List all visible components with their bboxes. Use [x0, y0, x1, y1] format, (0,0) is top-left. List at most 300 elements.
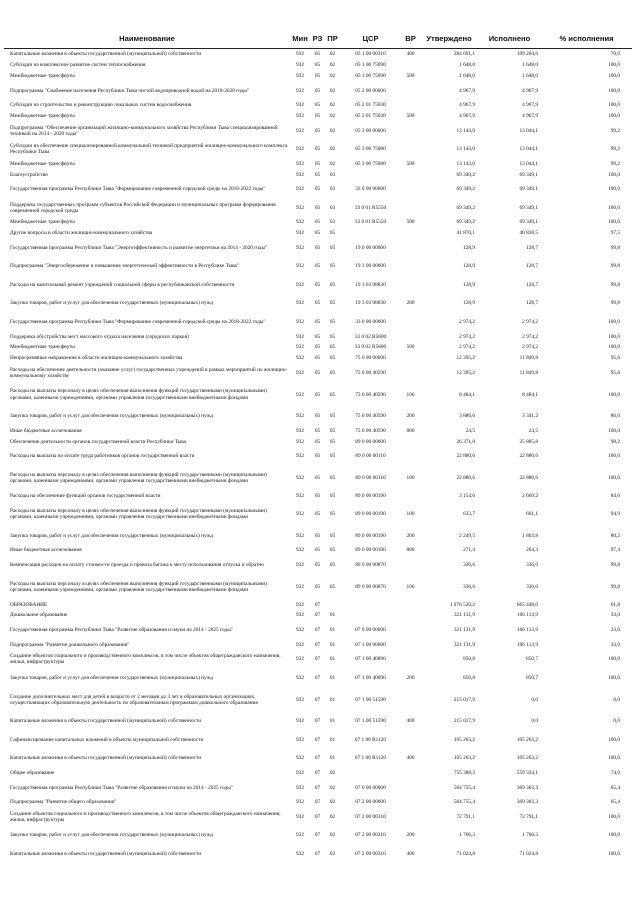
cell-name: Дошкольное образование	[10, 612, 68, 619]
cell-name: Межбюджетные трансферты	[10, 344, 75, 351]
cell-vr: 200	[406, 832, 415, 839]
cell-min: 932	[296, 355, 304, 362]
cell-pr: 05	[329, 344, 336, 351]
cell-percent: 100,0	[608, 204, 620, 211]
cell-rz: 05	[314, 219, 321, 226]
table-row	[4, 353, 632, 364]
cell-vr: 500	[406, 344, 415, 351]
header-pr: ПР	[325, 29, 340, 49]
cell-approved: 284 691,1	[453, 51, 475, 58]
cell-min: 932	[296, 146, 304, 153]
cell-approved: 12 395,2	[456, 355, 475, 362]
cell-executed: 1 766,3	[522, 832, 538, 839]
cell-approved: 13 143,0	[456, 127, 475, 134]
cell-name: Создание объектов социального и производственного комплексов, в том числе объектов общегражданского назначения, жилья, инфраструктуры	[10, 653, 281, 666]
header-rz: РЗ	[310, 29, 325, 49]
cell-percent: 97,5	[610, 230, 620, 237]
table-row	[4, 669, 632, 688]
cell-approved: 4 967,9	[459, 102, 475, 109]
table-row	[4, 342, 632, 353]
header-percent: % исполнения	[541, 29, 632, 49]
cell-csr: 07 2 00 00310	[355, 850, 386, 857]
cell-csr: 07 1 00 40090	[355, 656, 386, 663]
cell-min: 932	[296, 784, 304, 791]
cell-vr: 800	[406, 427, 415, 434]
cell-min: 932	[296, 755, 304, 762]
cell-executed: 559 334,1	[516, 769, 538, 776]
cell-approved: 71 024,8	[456, 850, 475, 857]
cell-pr: 02	[329, 146, 336, 153]
cell-rz: 05	[314, 583, 321, 590]
cell-pr: 05	[329, 281, 336, 288]
header-approved: Утверждено	[420, 29, 478, 49]
cell-min: 932	[296, 113, 304, 120]
cell-approved: 8 484,1	[459, 391, 475, 398]
cell-executed: 105 263,2	[516, 736, 538, 743]
cell-rz: 07	[314, 656, 321, 663]
cell-executed: 0,0	[531, 718, 538, 725]
cell-rz: 05	[314, 344, 321, 351]
cell-csr: 05 2 01 75030	[355, 113, 386, 120]
cell-csr: 07 1 00 R1120	[354, 736, 387, 743]
cell-rz: 05	[314, 230, 321, 237]
table-row	[4, 180, 632, 199]
cell-csr: 05 1 00 75090	[355, 72, 386, 79]
cell-min: 932	[296, 51, 304, 58]
cell-min: 932	[296, 263, 304, 270]
cell-approved: 2 974,2	[459, 333, 475, 340]
header-executed: Исполнено	[478, 29, 541, 49]
cell-name: Расходы на обеспечение функций органов государственной власти	[10, 493, 161, 499]
cell-name: Иные бюджетные ассигнования	[10, 547, 82, 554]
cell-approved: 1 766,3	[459, 832, 475, 839]
cell-csr: 19 3 03 08830	[355, 300, 386, 307]
cell-vr: 100	[406, 475, 415, 482]
cell-name: Государственная программа Республики Тыва "Формирование современной городской среды на 2018-2022 годы"	[10, 186, 266, 193]
cell-rz: 05	[314, 160, 321, 167]
cell-csr: 07 0 00 00000	[355, 784, 386, 791]
cell-percent: 100,0	[608, 62, 620, 69]
cell-vr: 500	[406, 113, 415, 120]
cell-csr: 75 0 00 40590	[355, 369, 386, 376]
cell-csr: 75 0 00 40590	[355, 427, 386, 434]
cell-rz: 05	[314, 391, 321, 398]
table-row	[4, 60, 632, 71]
cell-vr	[401, 808, 420, 827]
cell-percent: 100,0	[608, 102, 620, 109]
cell-name: Поддержка обустройства мест массового отдыха населения (городских парков)	[10, 333, 189, 340]
table-row	[4, 436, 632, 447]
cell-rz: 07	[314, 799, 321, 806]
cell-min: 932	[296, 583, 304, 590]
cell-name: Капитальные вложения в объекты государственной (муниципальной) собственности	[10, 51, 202, 58]
table-row	[4, 217, 632, 228]
cell-pr: 02	[329, 113, 336, 120]
table-row	[4, 407, 632, 426]
cell-csr: 07 1 00 00000	[355, 641, 386, 648]
cell-pr: 05	[329, 300, 336, 307]
cell-percent: 100,0	[608, 832, 620, 839]
cell-rz: 05	[314, 493, 321, 499]
cell-percent: 100,0	[608, 219, 620, 226]
cell-vr: 200	[406, 413, 415, 420]
cell-approved: 321 131,9	[453, 641, 475, 648]
cell-name: Закупка товаров, работ и услуг для обеспечения государственных (муниципальных) нужд	[10, 674, 213, 681]
cell-percent: 100,0	[608, 427, 620, 434]
cell-name: Расходы на выплаты персоналу в целях обеспечения выполнения функций государственными (муниципальными) органами, казенными учреждениями, органами управления государственными внебюджетными фондами	[10, 580, 267, 593]
cell-csr: 07 1 00 51590	[355, 696, 386, 703]
cell-approved: 12 395,2	[456, 369, 475, 376]
cell-csr: 19 3 03 08830	[355, 281, 386, 288]
cell-percent: 99,8	[610, 300, 620, 307]
cell-approved: 564 755,4	[453, 784, 475, 791]
cell-rz: 07	[314, 641, 321, 648]
cell-min: 932	[296, 72, 304, 79]
cell-pr: 02	[329, 62, 336, 69]
table-row	[4, 81, 632, 100]
cell-approved: 13 143,0	[456, 160, 475, 167]
cell-vr: 400	[406, 51, 415, 58]
cell-percent: 100,0	[608, 87, 620, 94]
cell-csr: 33 0 01 R5550	[354, 204, 387, 211]
cell-percent: 99,8	[610, 281, 620, 288]
cell-vr: 100	[406, 583, 415, 590]
cell-pr: 01	[329, 718, 336, 725]
cell-executed: 22 880,6	[519, 453, 538, 460]
cell-pr: 02	[329, 850, 336, 857]
table-row	[4, 731, 632, 750]
cell-percent: 100,0	[608, 344, 620, 351]
cell-approved: 564 755,4	[453, 799, 475, 806]
cell-rz: 05	[314, 453, 321, 460]
cell-rz: 05	[314, 244, 321, 251]
cell-name: Расходы на капитальный ремонт учреждений социальной сферы в республиканской собственности	[10, 281, 235, 288]
cell-rz: 05	[314, 51, 321, 58]
cell-percent: 65,4	[610, 799, 620, 806]
cell-approved: 3 886,6	[459, 413, 475, 420]
cell-vr	[401, 81, 420, 100]
header-csr: ЦСР	[340, 29, 401, 49]
cell-percent: 100,0	[608, 318, 620, 325]
cell-vr: 800	[406, 547, 415, 554]
cell-pr: 05	[329, 475, 336, 482]
cell-approved: 633,7	[463, 510, 475, 517]
table-body	[4, 49, 632, 864]
cell-executed: 69 349,1	[519, 219, 538, 226]
cell-executed: 2 974,2	[522, 344, 538, 351]
cell-min: 932	[296, 318, 304, 325]
cell-csr: 89 0 00 00190	[355, 547, 386, 554]
cell-pr: 05	[329, 493, 336, 499]
cell-name: Другие вопросы в области жилищно-коммунального хозяйства	[10, 230, 153, 237]
table-row	[4, 169, 632, 180]
cell-rz: 05	[314, 62, 321, 69]
cell-csr: 33 0 02 R5600	[354, 333, 387, 340]
cell-name: Расходы на выплаты персоналу в целях обеспечения выполнения функций государственными (муниципальными) органами, казенными учреждениями, органами управления государственными внебюджетными фондами	[10, 472, 267, 485]
cell-approved: 2 974,2	[459, 318, 475, 325]
cell-approved: 26 371,8	[456, 438, 475, 445]
cell-csr: 05 3 00 00000	[355, 127, 386, 134]
table-row	[4, 276, 632, 295]
cell-csr: 19 3 00 00000	[355, 263, 386, 270]
cell-pr: 05	[329, 561, 336, 568]
cell-csr	[340, 768, 401, 779]
cell-approved: 105 263,2	[453, 736, 475, 743]
cell-executed: 1 648,0	[522, 62, 538, 69]
cell-percent: 80,2	[610, 532, 620, 539]
table-row	[4, 382, 632, 407]
cell-csr: 89 0 00 00110	[355, 475, 386, 482]
table-row	[4, 228, 632, 239]
table-row	[4, 526, 632, 545]
cell-executed: 601,1	[526, 510, 538, 517]
cell-executed: 1 803,8	[522, 532, 538, 539]
cell-executed: 69 349,1	[519, 171, 538, 178]
cell-vr	[401, 239, 420, 258]
cell-executed: 106 113,9	[517, 627, 538, 634]
cell-min: 932	[296, 230, 304, 237]
cell-pr: 03	[329, 186, 336, 193]
cell-vr	[401, 768, 420, 779]
cell-csr	[340, 610, 401, 621]
cell-pr: 01	[329, 627, 336, 634]
cell-approved: 1 648,0	[459, 62, 475, 69]
cell-percent: 100,0	[608, 391, 620, 398]
cell-min: 932	[296, 62, 304, 69]
cell-rz: 05	[314, 72, 321, 79]
cell-vr	[401, 121, 420, 140]
cell-percent: 100,0	[608, 813, 620, 820]
cell-name: Подпрограмма "Обеспечение организаций жилищно-коммунального хозяйства Республики Тыва специализированной техникой на 2014 - 2020 годы"	[10, 124, 278, 137]
table-row	[4, 466, 632, 491]
cell-percent: 99,8	[610, 561, 620, 568]
cell-name: Благоустройство	[10, 171, 48, 178]
cell-percent: 100,0	[608, 171, 620, 178]
table-row	[4, 808, 632, 827]
cell-executed: 2 974,2	[522, 318, 538, 325]
cell-csr	[340, 169, 401, 180]
cell-executed: 24,5	[528, 427, 538, 434]
cell-name: Расходы на выплаты персоналу в целях обеспечения выполнения функций государственными (муниципальными) органами, казенными учреждениями, органами управления государственными внебюджетными фондами	[10, 507, 267, 520]
table-row	[4, 111, 632, 122]
cell-csr: 33 0 00 00000	[355, 318, 386, 325]
cell-pr: 05	[329, 369, 336, 376]
cell-approved: 22 880,6	[456, 475, 475, 482]
cell-name: Субсидии на строительство и реконструкцию локальных систем водоснабжения	[10, 102, 192, 109]
table-row	[4, 294, 632, 313]
cell-vr: 400	[406, 850, 415, 857]
table-row	[4, 140, 632, 159]
cell-name: Создание дополнительных мест для детей в возрасте от 2 месяцев до 3 лет в образовательных организациях, осуществляющих образовательную деятельность по образовательным программам дошкольного образования	[10, 693, 258, 706]
cell-min: 932	[296, 244, 304, 251]
cell-vr	[401, 180, 420, 199]
cell-approved: 105 263,2	[453, 755, 475, 762]
cell-approved: 850,8	[463, 656, 475, 663]
cell-csr: 33 0 02 R5600	[354, 344, 387, 351]
cell-vr	[401, 650, 420, 669]
cell-min: 932	[296, 641, 304, 648]
cell-rz: 05	[314, 186, 321, 193]
cell-min: 932	[296, 102, 304, 109]
cell-name: Общее образование	[10, 769, 55, 776]
cell-min: 932	[296, 281, 304, 288]
cell-pr: 03	[329, 204, 336, 211]
cell-min: 932	[296, 219, 304, 226]
cell-rz: 07	[314, 674, 321, 681]
cell-percent: 100,0	[608, 113, 620, 120]
cell-vr	[401, 639, 420, 650]
cell-executed: 13 044,1	[519, 127, 538, 134]
cell-name: Капитальные вложения в объекты государственной (муниципальной) собственности	[10, 755, 202, 762]
cell-pr: 01	[329, 696, 336, 703]
cell-name: Государственная программа Республики Тыва "Развитие образования и науки на 2014 - 2025 годы"	[10, 627, 233, 634]
cell-pr: 02	[329, 72, 336, 79]
cell-csr: 75 0 00 00000	[355, 355, 386, 362]
cell-pr: 02	[329, 784, 336, 791]
cell-executed: 336,0	[526, 561, 538, 568]
cell-rz: 05	[314, 113, 321, 120]
cell-csr: 07 1 00 R1120	[354, 755, 387, 762]
table-row	[4, 610, 632, 621]
cell-rz: 05	[314, 475, 321, 482]
cell-approved: 13 143,0	[456, 146, 475, 153]
table-row	[4, 599, 632, 610]
cell-name: Расходы на выплаты персоналу в целях обеспечения выполнения функций государственными (муниципальными) органами, казенными учреждениями, органами управления государственными внебюджетными фондами	[10, 388, 267, 401]
cell-executed: 1 648,0	[522, 72, 538, 79]
budget-execution-table	[4, 29, 632, 863]
cell-pr: 02	[329, 769, 336, 776]
cell-rz: 07	[314, 813, 321, 820]
cell-executed: 40 838,5	[519, 230, 538, 237]
cell-csr: 89 0 00 00870	[355, 583, 386, 590]
cell-vr: 200	[406, 532, 415, 539]
cell-csr: 89 0 00 00110	[355, 453, 386, 460]
cell-name: Межбюджетные трансферты	[10, 219, 75, 226]
table-row	[4, 331, 632, 342]
cell-percent: 100,0	[608, 850, 620, 857]
cell-vr	[401, 687, 420, 712]
cell-rz: 05	[314, 281, 321, 288]
cell-percent: 99,8	[610, 263, 620, 270]
header-vr: ВР	[401, 29, 420, 49]
cell-percent: 33,0	[610, 641, 620, 648]
cell-percent: 99,8	[610, 244, 620, 251]
cell-min: 932	[296, 333, 304, 340]
cell-vr	[401, 199, 420, 218]
cell-approved: 69 349,2	[456, 186, 475, 193]
cell-min: 932	[296, 627, 304, 634]
cell-executed: 22 880,6	[519, 475, 538, 482]
cell-pr: 02	[329, 127, 336, 134]
cell-percent: 70,0	[610, 51, 620, 58]
cell-rz: 05	[314, 355, 321, 362]
cell-percent: 84,6	[610, 493, 620, 499]
cell-rz: 05	[314, 171, 321, 178]
cell-csr: 05 1 00 00310	[355, 51, 386, 58]
cell-vr: 500	[406, 219, 415, 226]
cell-executed: 264,3	[526, 547, 538, 554]
cell-executed: 128,7	[526, 244, 538, 251]
cell-vr	[401, 228, 420, 239]
cell-vr: 400	[406, 755, 415, 762]
cell-name: Обеспечение деятельности органов государственной власти Республики Тыва	[10, 438, 187, 445]
cell-executed: 3 341,2	[522, 413, 538, 420]
cell-csr: 89 0 00 00000	[355, 438, 386, 445]
cell-pr: 05	[329, 413, 336, 420]
cell-approved: 128,9	[463, 281, 475, 288]
table-row	[4, 71, 632, 82]
cell-vr	[401, 313, 420, 332]
cell-vr: 100	[406, 391, 415, 398]
cell-approved: 321 131,9	[453, 612, 475, 619]
cell-vr	[401, 353, 420, 364]
cell-pr	[325, 599, 340, 610]
cell-min: 932	[296, 87, 304, 94]
table-row	[4, 199, 632, 218]
cell-pr: 02	[329, 51, 336, 58]
cell-csr: 07 1 00 51590	[355, 718, 386, 725]
cell-approved: 41 870,1	[456, 230, 475, 237]
cell-csr: 05 3 00 75080	[355, 160, 386, 167]
cell-rz: 07	[314, 718, 321, 725]
table-row	[4, 364, 632, 383]
cell-percent: 100,0	[608, 453, 620, 460]
cell-executed: 4 967,9	[522, 102, 538, 109]
cell-approved: 24,5	[465, 427, 475, 434]
cell-vr	[401, 257, 420, 276]
cell-csr: 07 2 00 00310	[355, 813, 386, 820]
cell-min: 932	[296, 656, 304, 663]
cell-vr: 500	[406, 160, 415, 167]
cell-min: 932	[296, 344, 304, 351]
cell-approved: 271,4	[463, 547, 475, 554]
cell-csr	[340, 599, 401, 610]
cell-executed: 4 967,9	[522, 113, 538, 120]
cell-rz: 05	[314, 146, 321, 153]
cell-rz: 05	[314, 127, 321, 134]
cell-executed: 106 113,9	[517, 641, 538, 648]
cell-percent: 100,0	[608, 736, 620, 743]
cell-approved: 128,9	[463, 263, 475, 270]
cell-rz: 07	[314, 784, 321, 791]
cell-executed: 105 263,2	[516, 755, 538, 762]
cell-rz: 07	[314, 736, 321, 743]
cell-csr: 75 0 00 40590	[355, 413, 386, 420]
cell-percent: 100,0	[608, 656, 620, 663]
table-row	[4, 313, 632, 332]
cell-min: 932	[296, 160, 304, 167]
cell-executed: 69 349,1	[519, 204, 538, 211]
cell-approved: 1 648,0	[459, 72, 475, 79]
table-row	[4, 501, 632, 526]
cell-approved: 69 349,2	[456, 219, 475, 226]
cell-percent: 99,2	[610, 146, 620, 153]
cell-name: Капитальные вложения в объекты государственной (муниципальной) собственности	[10, 850, 202, 857]
cell-vr	[401, 556, 420, 575]
table-row	[4, 158, 632, 169]
cell-approved: 336,6	[463, 561, 475, 568]
cell-executed: 13 044,1	[519, 160, 538, 167]
table-row	[4, 491, 632, 502]
cell-percent: 100,0	[608, 755, 620, 762]
table-row	[4, 845, 632, 864]
cell-percent: 61,8	[610, 601, 620, 608]
cell-rz: 05	[314, 438, 321, 445]
cell-percent: 86,0	[610, 413, 620, 420]
cell-min: 932	[296, 601, 304, 608]
cell-executed: 128,7	[526, 300, 538, 307]
cell-percent: 100,0	[608, 333, 620, 340]
